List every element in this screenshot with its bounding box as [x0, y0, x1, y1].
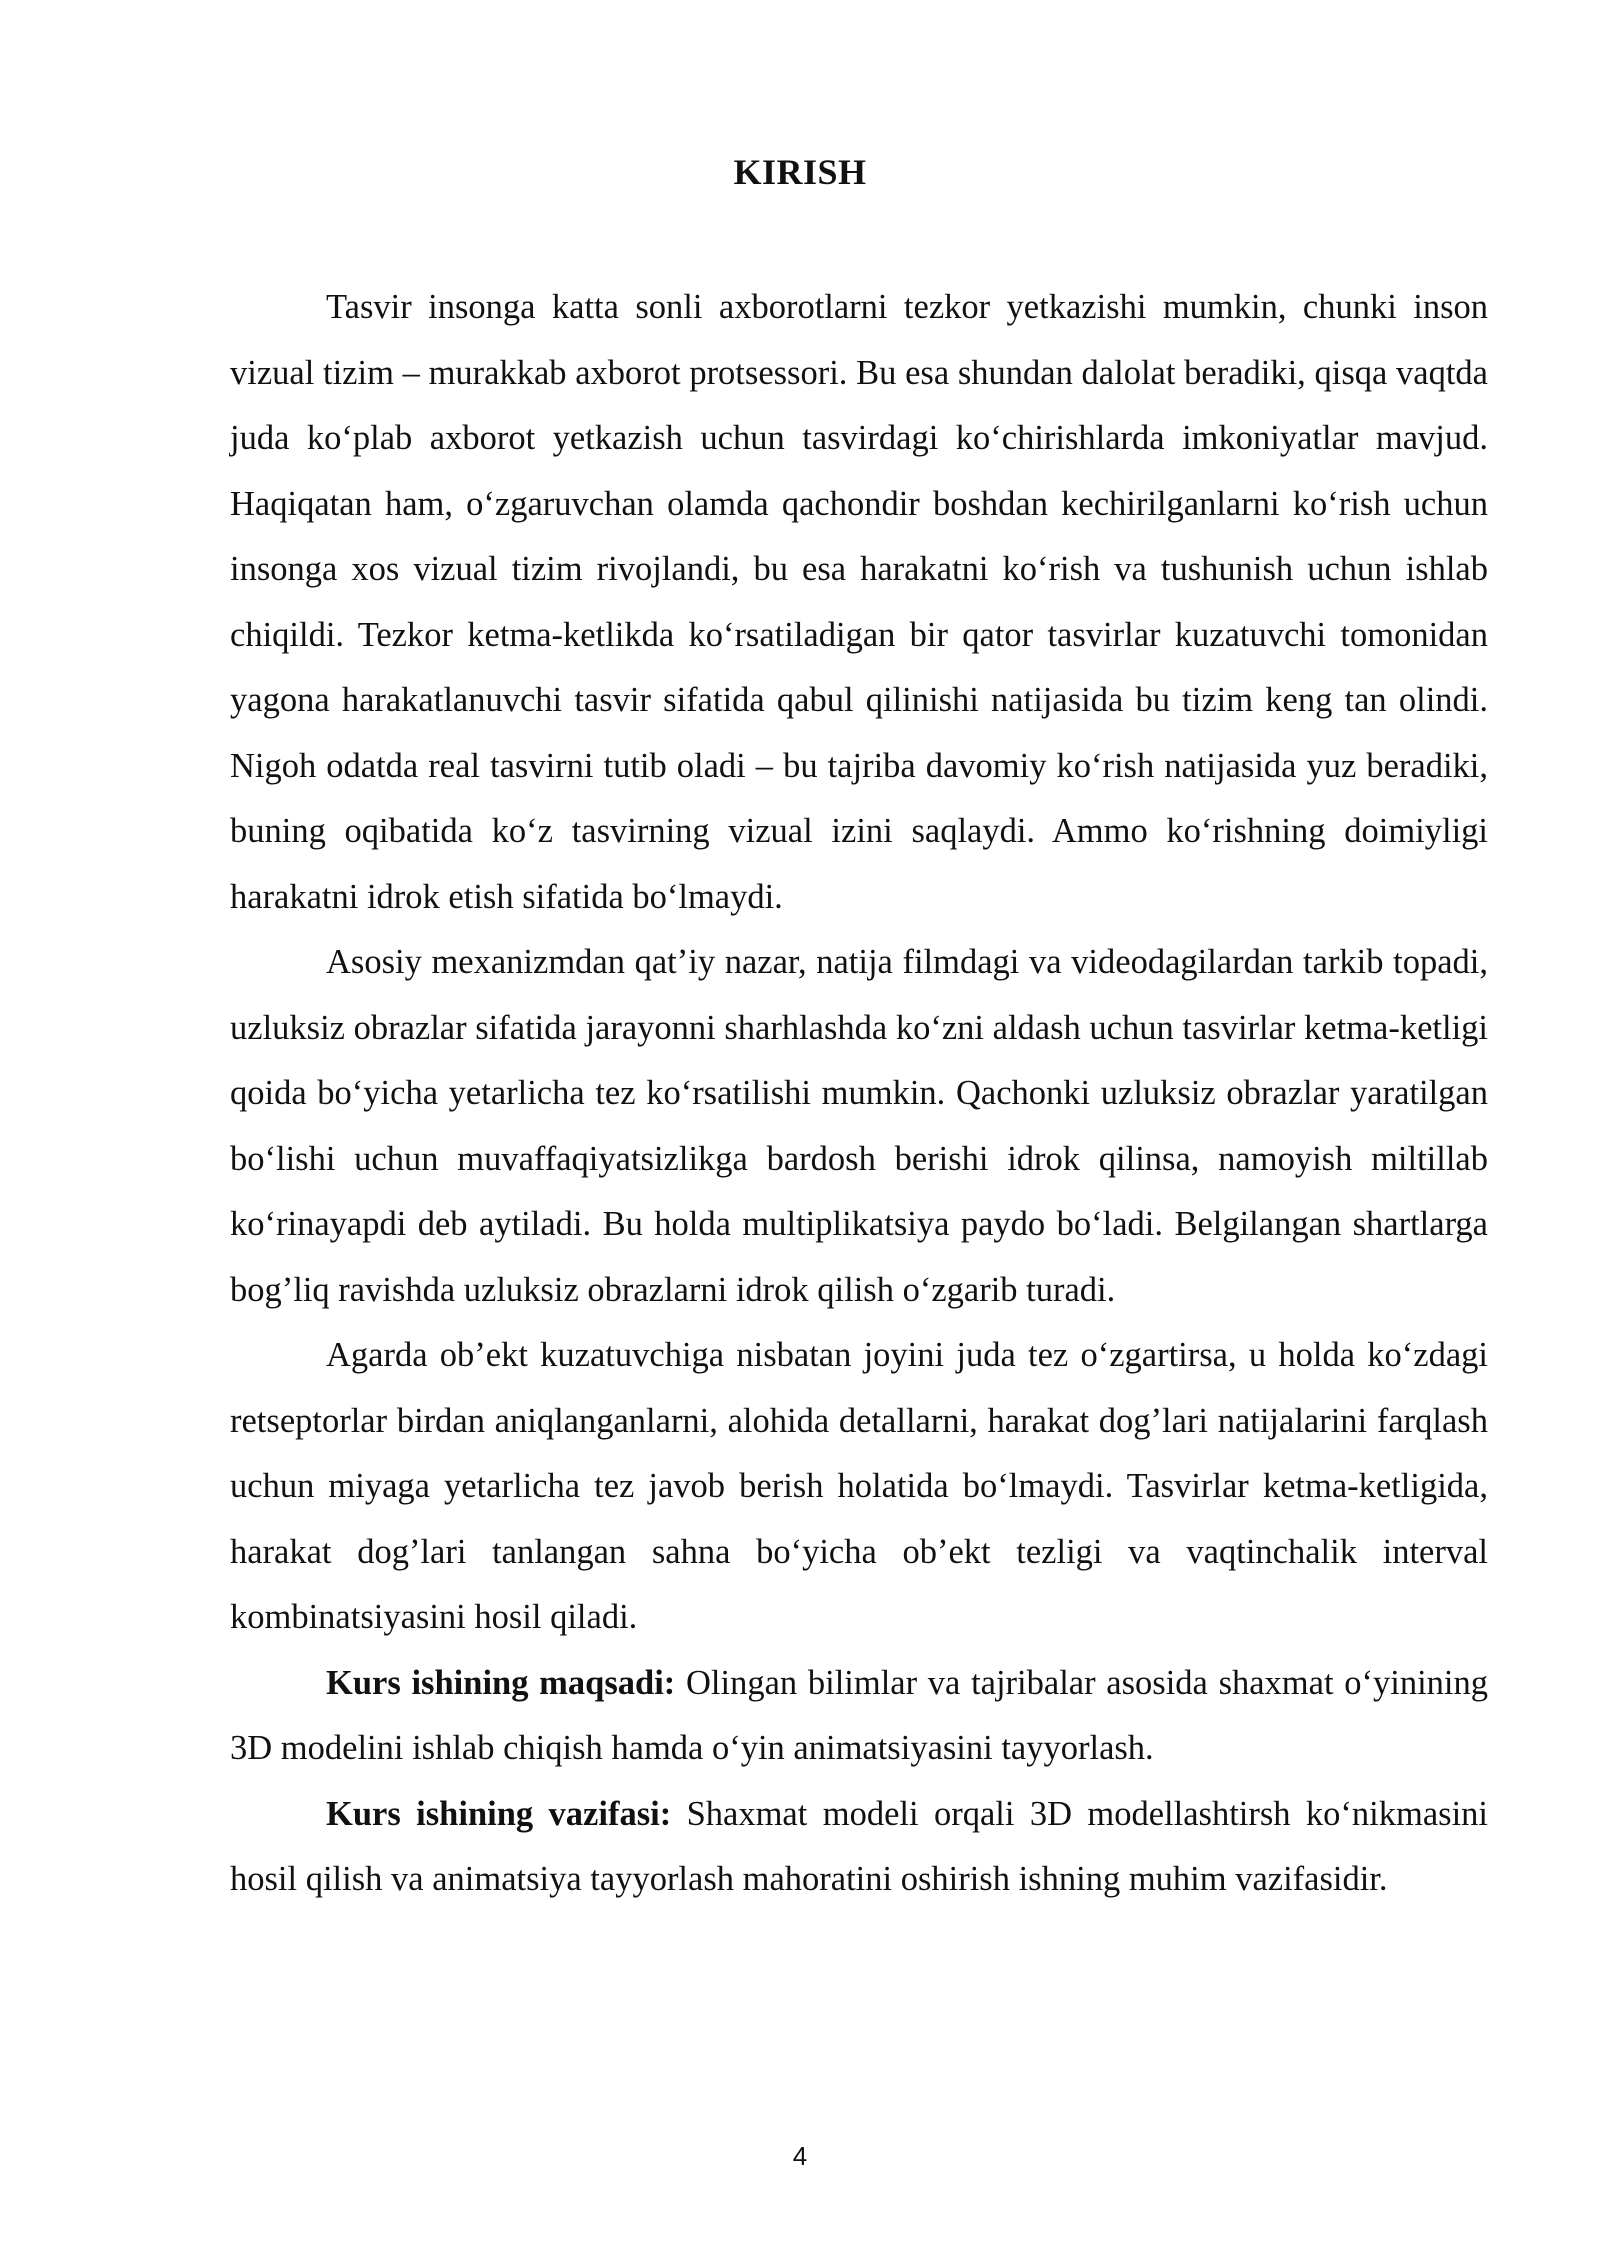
paragraph-intro: Tasvir insonga katta sonli axborotlarni tezkor yetkazishi mumkin, chunki inson vizual tizim – murakkab axborot protsessori. Bu esa shundan dalolat beradiki, qisqa vaqtda juda koʻplab axborot yetkazish uchun tasvirdagi koʻchirishlarda imkoniyatlar mavjud. Haqiqatan ham, oʻzgaruvchan olamda qachondir boshdan kechirilganlarni koʻrish uchun insonga xos vizual tizim rivojlandi, bu esa harakatni koʻrish va tushunish uchun ishlab chiqildi. Tezkor ketma-ketlikda koʻrsatiladigan bir qator tasvirlar kuzatuvchi tomonidan yagona harakatlanuvchi tasvir sifatida qabul qilinishi natijasida bu tizim keng tan olindi. Nigoh odatda real tasvirni tutib oladi – bu tajriba davomiy koʻrish natijasida yuz beradiki, buning oqibatida koʻz tasvirning vizual izini saqlaydi. Ammo koʻrishning doimiyligi harakatni idrok etish sifatida boʻlmaydi.: [230, 288, 1488, 916]
paragraph-motion: Agarda obʼekt kuzatuvchiga nisbatan joyini juda tez oʻzgartirsa, u holda koʻzdagi retseptorlar birdan aniqlanganlarni, alohida detallarni, harakat dogʼlari natijalarini farqlash uchun miyaga yetarlicha tez javob berish holatida boʻlmaydi. Tasvirlar ketma-ketligida, harakat dogʼlari tanlangan sahna boʻyicha obʼekt tezligi va vaqtinchalik interval kombinatsiyasini hosil qiladi.: [230, 1336, 1488, 1636]
page-number: 4: [792, 2141, 808, 2171]
task-text: Shaxmat modeli orqali 3D modellashtirsh koʻnikmasini hosil qilish va animatsiya tayyorlash mahoratini oshirish ishning muhim vazifasidir.: [230, 1794, 1488, 1898]
goal-label: Kurs ishining maqsadi:: [326, 1663, 676, 1702]
paragraph-task: [230, 1782, 1488, 1913]
paragraph-goal: [230, 1651, 1488, 1782]
page-title: KIRISH: [733, 152, 867, 192]
paragraph-mechanism: Asosiy mexanizmdan qatʼiy nazar, natija filmdagi va videodagilardan tarkib topadi, uzluksiz obrazlar sifatida jarayonni sharhlashda koʻzni aldash uchun tasvirlar ketma-ketligi qoida boʻyicha yetarlicha tez koʻrsatilishi mumkin. Qachonki uzluksiz obrazlar yaratilgan boʻlishi uchun muvaffaqiyatsizlikga bardosh berishi idrok qilinsa, namoyish miltillab koʻrinayapdi deb aytiladi. Bu holda multiplikatsiya paydo boʻladi. Belgilangan shartlarga bogʼliq ravishda uzluksiz obrazlarni idrok qilish oʻzgarib turadi.: [230, 943, 1488, 1309]
goal-text: Olingan bilimlar va tajribalar asosida shaxmat oʻyinining 3D modelini ishlab chiqish hamda oʻyin animatsiyasini tayyorlash.: [230, 1663, 1488, 1767]
document-body: [230, 275, 1488, 1913]
task-label: Kurs ishining vazifasi:: [326, 1794, 672, 1833]
